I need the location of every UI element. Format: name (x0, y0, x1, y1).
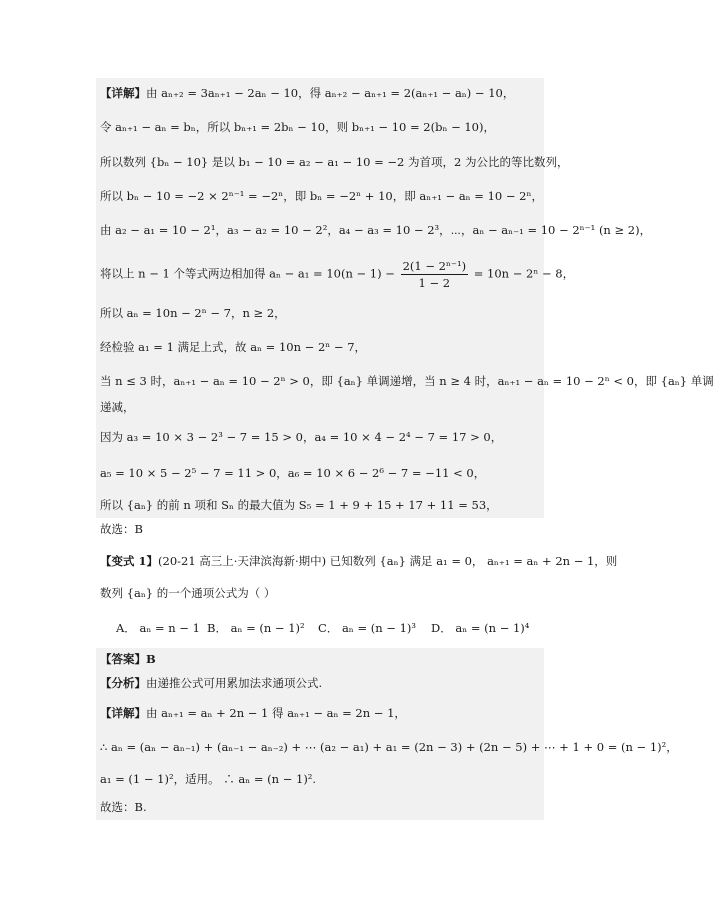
analysis-line (100, 676, 322, 691)
answer-value: B (146, 652, 156, 666)
detail-tag: 【详解】 (100, 86, 146, 100)
solution2-line-3: a₁ = (1 − 1)²，适用。 ∴ aₙ = (n − 1)². (100, 772, 317, 786)
solution2-answer: 故选：B. (100, 800, 147, 814)
solution2-text-1: 由 aₙ₊₁ = aₙ + 2n − 1 得 aₙ₊₁ − aₙ = 2n − 1， (146, 706, 406, 720)
sum-fraction-denominator: 1 − 2 (418, 276, 451, 290)
solution1-line-9: 递减， (100, 400, 135, 414)
solution-box-1 (96, 78, 544, 518)
sum-suffix: = 10n − 2ⁿ − 8， (473, 266, 575, 281)
option-a[interactable]: A． aₙ = n − 1 (116, 621, 200, 635)
variant-text: (20-21 高三上·天津滨海新·期中) 已知数列 {aₙ} 满足 a₁ = 0， aₙ₊₁ = aₙ + 2n − 1，则 (158, 554, 618, 568)
analysis-text: 由递推公式可用累加法求通项公式. (146, 676, 323, 690)
solution1-line-4: 所以 bₙ − 10 = −2 × 2ⁿ⁻¹ = −2ⁿ，即 bₙ = −2ⁿ + 10，即 aₙ₊₁ − aₙ = 10 − 2ⁿ， (100, 189, 543, 203)
solution1-answer: 故选：B (100, 522, 143, 536)
detail-text: 由 aₙ₊₂ = 3aₙ₊₁ − 2aₙ − 10，得 aₙ₊₂ − aₙ₊₁ = 2(aₙ₊₁ − aₙ) − 10， (146, 86, 515, 100)
variant-line-2: 数列 {aₙ} 的一个通项公式为（ ） (100, 586, 276, 600)
solution1-sum-line (100, 258, 574, 291)
solution1-line-11: a₅ = 10 × 5 − 2⁵ − 7 = 11 > 0，a₆ = 10 × 6 − 2⁶ − 7 = −11 < 0， (100, 466, 486, 480)
solution1-line-12: 所以 {aₙ} 的前 n 项和 Sₙ 的最大值为 S₅ = 1 + 9 + 15 + 17 + 11 = 53， (100, 498, 498, 512)
answer-tag: 【答案】 (100, 652, 146, 666)
variant-line-1 (100, 554, 617, 569)
detail-tag-2: 【详解】 (100, 706, 146, 720)
solution1-line-5: 由 a₂ − a₁ = 10 − 2¹，a₃ − a₂ = 10 − 2²，a₄ − a₃ = 10 − 2³，⋯，aₙ − aₙ₋₁ = 10 − 2ⁿ⁻¹ (n ≥ 2)， (100, 223, 652, 237)
variant-label: 【变式 1】 (100, 554, 159, 568)
answer-line (100, 652, 156, 667)
option-b[interactable]: B． aₙ = (n − 1)² (207, 621, 305, 635)
sum-fraction-numerator: 2(1 − 2ⁿ⁻¹) (402, 259, 467, 273)
option-c[interactable]: C． aₙ = (n − 1)³ (318, 621, 416, 635)
solution-box-2 (96, 648, 544, 820)
solution1-line-6: 所以 aₙ = 10n − 2ⁿ − 7，n ≥ 2， (100, 306, 286, 320)
solution1-line-7: 经检验 a₁ = 1 满足上式，故 aₙ = 10n − 2ⁿ − 7， (100, 340, 367, 354)
solution1-line-3: 所以数列 {bₙ − 10} 是以 b₁ − 10 = a₂ − a₁ − 10 = −2 为首项，2 为公比的等比数列， (100, 155, 569, 169)
analysis-tag: 【分析】 (100, 676, 146, 690)
sum-fraction (401, 258, 469, 291)
solution2-line-1 (100, 706, 406, 721)
solution1-line-8: 当 n ≤ 3 时，aₙ₊₁ − aₙ = 10 − 2ⁿ > 0，即 {aₙ} 单调递增，当 n ≥ 4 时，aₙ₊₁ − aₙ = 10 − 2ⁿ < 0，即 {aₙ} 单调 (100, 374, 714, 388)
solution2-line-2: ∴ aₙ = (aₙ − aₙ₋₁) + (aₙ₋₁ − aₙ₋₂) + ⋯ (a₂ − a₁) + a₁ = (2n − 3) + (2n − 5) + ⋯ + 1 + 0 = (n − 1)²， (100, 740, 678, 754)
solution1-line-1 (100, 86, 514, 101)
solution1-line-10: 因为 a₃ = 10 × 3 − 2³ − 7 = 15 > 0，a₄ = 10 × 4 − 2⁴ − 7 = 17 > 0， (100, 430, 503, 444)
sum-prefix: 将以上 n − 1 个等式两边相加得 aₙ − a₁ = 10(n − 1) − (100, 266, 395, 281)
solution1-line-2: 令 aₙ₊₁ − aₙ = bₙ，所以 bₙ₊₁ = 2bₙ − 10，则 bₙ₊₁ − 10 = 2(bₙ − 10)， (100, 120, 495, 134)
option-d[interactable]: D． aₙ = (n − 1)⁴ (431, 621, 530, 635)
